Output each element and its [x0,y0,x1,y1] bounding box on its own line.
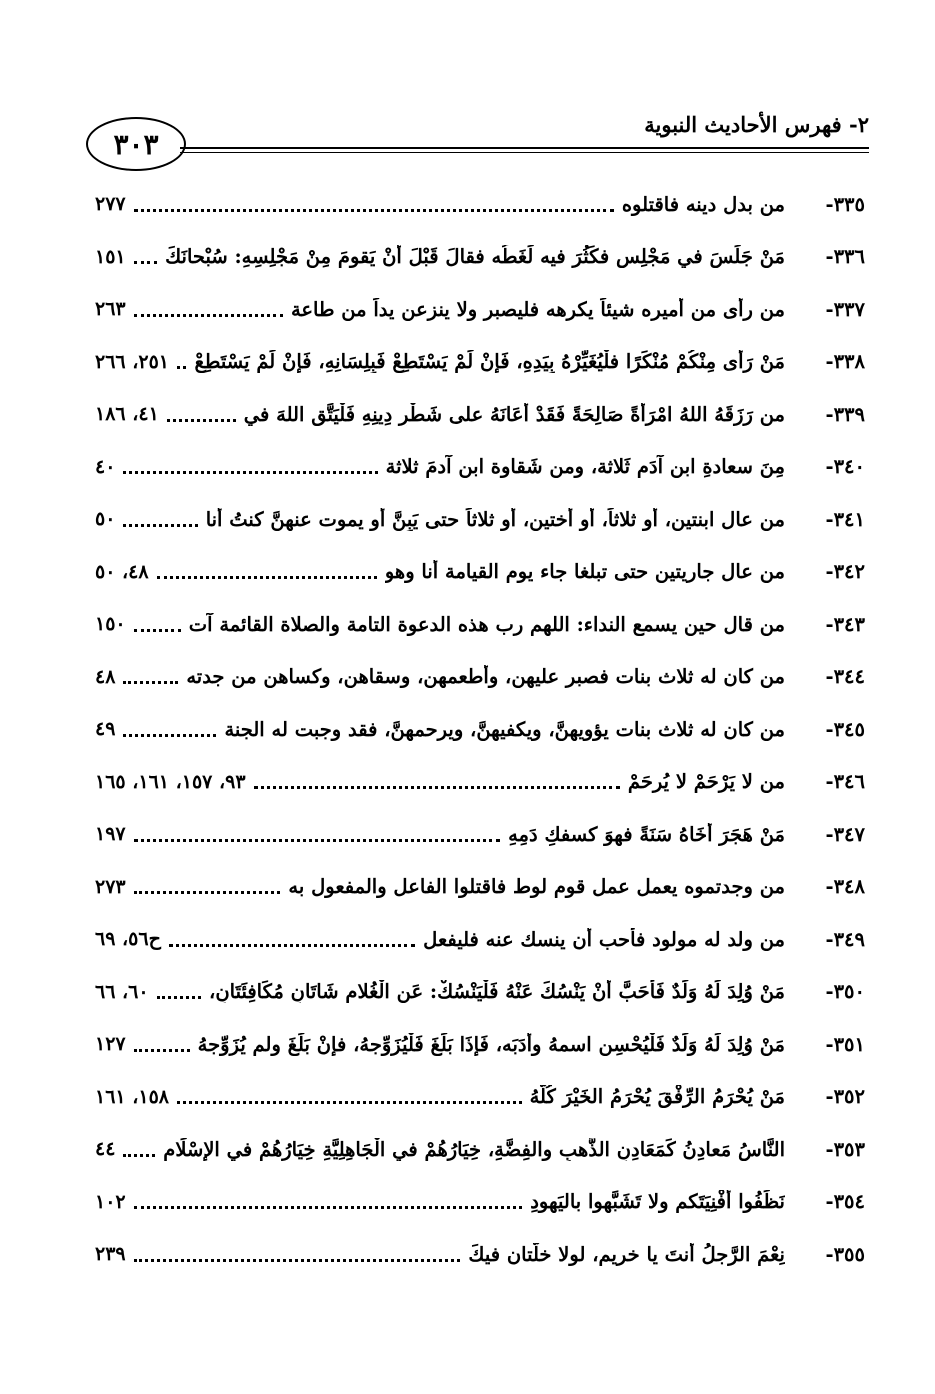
index-entry [95,231,865,284]
entry-number: ٣٣٨- [825,350,865,374]
entry-number: ٣٣٥- [825,192,865,216]
entry-number: ٣٥٠- [825,980,865,1004]
entry-pages: ٦٠، ٦٦ [95,980,149,1003]
entry-text: من لا يَرْحَمْ لا يُرحَمْ [627,770,785,794]
header-rule [180,147,869,149]
entry-text: من كان له ثلاث بنات يؤويهنَّ، ويكفيهنَّ، ويرحمهنَّ، فقد وجبت له الجنة [224,717,785,741]
index-entry [95,283,865,336]
entry-text: مَنْ وُلِدَ لَهُ وَلَدٌ فَأَحَبَّ أَنْ يَنْسُكَ عَنْهُ فَلْيَنْسُكْ: عَنِ الْغُلامِ شَاتَانِ مُكَافِئَتَانِ، [209,980,785,1004]
entry-number: ٣٤٥- [825,717,865,741]
entry-number: ٣٥٣- [825,1137,865,1161]
dot-leader [134,891,281,894]
entry-number: ٣٥٤- [825,1190,865,1214]
entry-number: ٣٣٦- [825,245,865,269]
entry-pages: ٢٥١، ٢٦٦ [95,350,169,373]
index-entry [95,1018,865,1071]
index-entry [95,493,865,546]
entry-number: ٣٤٦- [825,770,865,794]
dot-leader [157,576,377,579]
entry-number: ٣٤٣- [825,612,865,636]
dot-leader [157,996,201,999]
entry-text: مَنْ هَجَرَ أَخَاهُ سَنَةً فهوَ كسفكِ دَمِهِ [508,822,785,846]
entry-pages: ٤٤ [95,1138,116,1161]
entry-number: ٣٥٢- [825,1085,865,1109]
entry-text: مَنْ وُلِدَ لَهُ وَلَدٌ فَلْيُحْسِن اسمهُ وأَدَبَه، فَإِذَا بَلَغَ فَلْيُزَوِّجهُ، فإنْ بَلَغَ ولم يُزَوِّجهُ [197,1032,785,1056]
index-entry [95,546,865,599]
entry-pages: ١٥٨، ١٦١ [95,1085,169,1108]
entry-number: ٣٤٤- [825,665,865,689]
entry-text: مَنْ جَلَسَ في مَجْلِسٍ فكَثُرَ فيه لَغَطُه فقالَ قَبْلَ أنْ يَقومَ مِنْ مَجْلِسِهِ: سُبْحانَكَ [165,245,785,269]
entry-number: ٣٤٠- [825,455,865,479]
index-entry [95,388,865,441]
dot-leader [177,366,186,369]
entry-text: النَّاسُ مَعادِنُ كَمَعَادِنِ الذَّهبِ والفِضَّةِ، خِيَارُهُمْ في الْجَاهِلِيَّةِ خِيَارُهُمْ في الإِسْلَامِ [163,1137,785,1161]
dot-leader [134,1259,461,1262]
entry-pages: ٤٩ [95,718,116,741]
index-entry [95,1123,865,1176]
dot-leader [123,681,178,684]
entry-number: ٣٥١- [825,1032,865,1056]
entry-text: مَنْ يُحْرَمُ الرِّفْقَ يُحْرَمُ الخَيْرَ كُلَّهُ [529,1085,785,1109]
entry-pages: ٢٣٩ [95,1243,126,1266]
entry-pages: ٢٧٧ [95,193,126,216]
index-entry [95,1228,865,1281]
hadith-index-list [95,178,865,1281]
entry-number: ٣٤٢- [825,560,865,584]
header-rule-thin [180,152,869,153]
dot-leader [134,839,500,842]
dot-leader [134,314,283,317]
entry-text: من عال جاريتين حتى تبلغا جاء يوم القيامة أنا وهو [384,560,785,584]
index-entry [95,861,865,914]
entry-text: نَظِّفُوا أَفْنِيَتَكم ولا تَشَبَّهوا باليَهودِ [530,1190,785,1214]
page-header [80,106,869,181]
index-entry [95,913,865,966]
entry-pages: ٤٨ [95,665,116,688]
dot-leader [123,1154,155,1157]
entry-text: من رَزَقَهُ اللهُ امْرَأَةً صَالِحَةً فَقَدْ أَعَانَهُ على شَطْرِ دِينِهِ فَلْيَتَّقِ اللهَ في [243,402,785,426]
entry-text: من كان له ثلاث بنات فصبر عليهن، وأطعمهن، وسقاهن، وكساهن من جدته [186,665,785,689]
entry-number: ٣٤٨- [825,875,865,899]
entry-pages: ١٠٢ [95,1190,126,1213]
entry-text: مِنَ سعادةِ ابن آدَم ثَلاثة، ومن شَقاوة ابنِ آدمَ ثلاثة [385,455,785,479]
dot-leader [169,944,415,947]
entry-number: ٣٣٩- [825,402,865,426]
index-entry [95,441,865,494]
entry-pages: ١٥١ [95,245,126,268]
entry-pages: ٢٦٣ [95,298,126,321]
entry-number: ٣٣٧- [825,297,865,321]
dot-leader [123,734,216,737]
dot-leader [134,629,181,632]
index-entry [95,178,865,231]
entry-pages: ١٥٠ [95,613,126,636]
index-entry [95,756,865,809]
entry-text: نِعْمَ الرَّجلُ أنتَ يا خريم، لولا خلَّتان فيكَ [468,1242,785,1266]
dot-leader [134,1049,190,1052]
index-entry [95,703,865,756]
index-entry [95,1176,865,1229]
entry-pages: ٤١، ١٨٦ [95,403,159,426]
entry-pages: ٤٠ [95,455,116,478]
index-entry [95,1071,865,1124]
entry-text: من عال ابنتين، أو ثلاثاً، أو أختين، أو ثلاثاً حتى يَبِنَّ أو يموت عنهنَّ كنتُ أنا [205,507,785,531]
entry-text: من وجدتموه يعمل عمل قوم لوط فاقتلوا الفاعل والمفعول به [288,875,785,899]
dot-leader [134,209,614,212]
entry-pages: ١٢٧ [95,1033,126,1056]
entry-number: ٣٤٩- [825,927,865,951]
index-entry [95,336,865,389]
entry-text: من قال حين يسمع النداء: اللهم رب هذه الدعوة التامة والصلاة القائمة آت [188,612,785,636]
entry-pages: ٩٣، ١٥٧، ١٦١، ١٦٥ [95,770,246,793]
entry-number: ٣٤٧- [825,822,865,846]
entry-text: من بدل دينه فاقتلوه [621,192,785,216]
index-entry [95,808,865,861]
entry-text: من ولد له مولود فأحب أن ينسك عنه فليفعل [423,927,785,951]
dot-leader [123,524,197,527]
entry-pages: ٤٨، ٥٠ [95,560,149,583]
dot-leader [134,1206,523,1209]
entry-text: من رأى من أميره شيئاً يكرهه فليصبر ولا ينزعن يداً من طاعة [290,297,785,321]
entry-pages: ح٥٦، ٦٩ [95,928,161,951]
entry-number: ٣٥٥- [825,1242,865,1266]
entry-pages: ٢٧٣ [95,875,126,898]
dot-leader [254,786,620,789]
index-entry [95,598,865,651]
dot-leader [177,1101,522,1104]
index-entry [95,966,865,1019]
entry-pages: ١٩٧ [95,823,126,846]
entry-number: ٣٤١- [825,507,865,531]
index-entry [95,651,865,704]
section-title: ٢- فهرس الأحاديث النبوية [644,112,869,137]
page-number: ٣٠٣ [113,127,159,161]
dot-leader [123,471,377,474]
entry-text: مَنْ رَأَى مِنْكُمْ مُنْكَرًا فلْيُغَيِّرْهُ بِيَدِهِ، فَإِنْ لَمْ يَسْتَطِعْ فَبِلِسَانِهِ، فَإِنْ لَمْ يَسْتَطِعْ [194,350,785,374]
dot-leader [167,419,236,422]
dot-leader [134,261,157,264]
entry-pages: ٥٠ [95,508,116,531]
page-number-oval [86,117,186,171]
